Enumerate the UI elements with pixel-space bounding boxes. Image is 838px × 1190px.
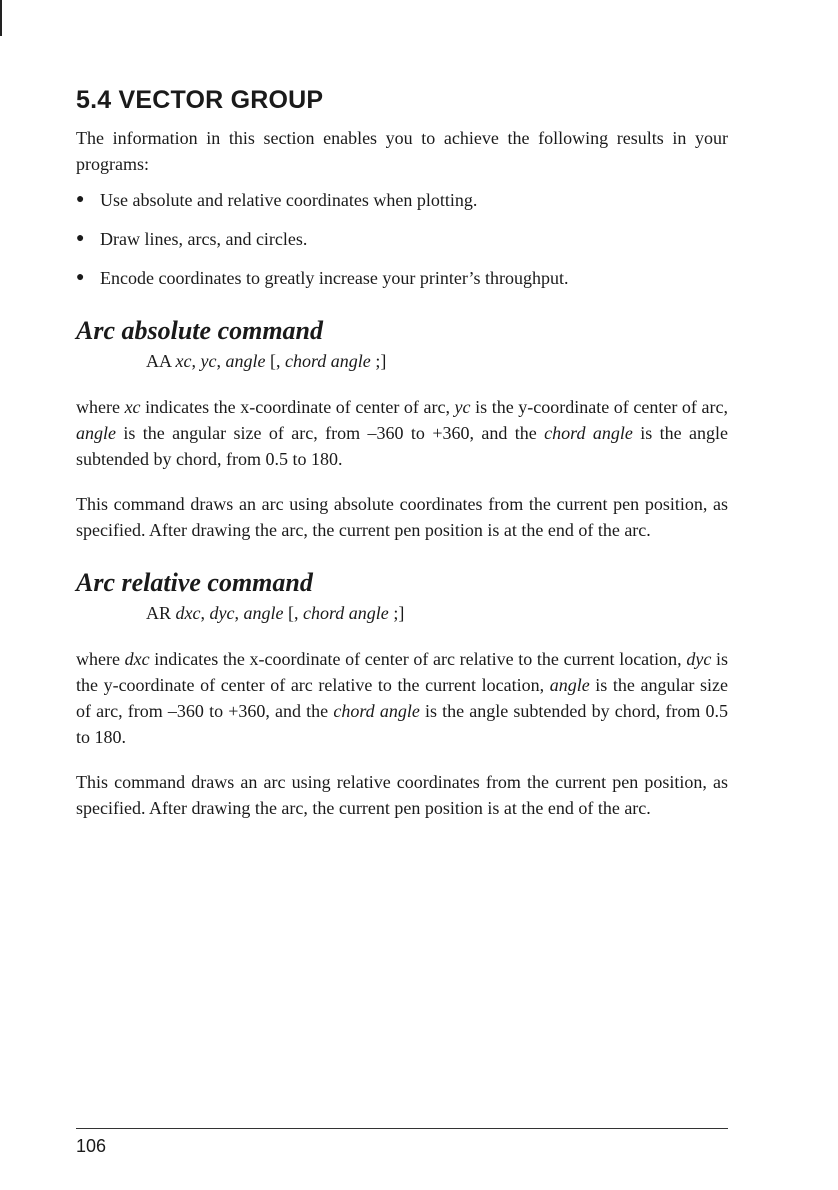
footer-divider (76, 1128, 728, 1129)
document-page (76, 86, 728, 840)
arc-relative-heading: Arc relative command (76, 568, 313, 597)
results-list (76, 187, 728, 291)
page-number: 106 (76, 1136, 107, 1156)
bullet-icon: ● (76, 192, 85, 207)
arc-relative-behavior: This command draws an arc using relative coordinates from the current pen position, as specified. After drawing the arc, the current pen position is at the end of the arc. (76, 772, 728, 818)
arc-relative-syntax: AR dxc, dyc, angle [, chord angle ;] (146, 603, 405, 623)
list-item: ● Encode coordinates to greatly increase your printer’s throughput. (76, 265, 728, 291)
arc-absolute-description: where xc indicates the x-coordinate of center of arc, yc is the y-coordinate of center of arc, angle is the angular size of arc, from –360 to +360, and the chord angle is the angle subtended by chord, from 0.5 to 180. (76, 397, 728, 469)
arc-relative-description: where dxc indicates the x-coordinate of center of arc relative to the current location, dyc is the y-coordinate of center of arc relative to the current location, angle is the angular size of arc, from –360 to +360, and the chord angle is the angle subtended by chord, from 0.5 to 180. (76, 649, 729, 747)
arc-absolute-heading: Arc absolute command (76, 316, 324, 345)
arc-absolute-behavior: This command draws an arc using absolute coordinates from the current pen position, as specified. After drawing the arc, the current pen position is at the end of the arc. (76, 494, 728, 540)
bullet-icon: ● (76, 231, 85, 246)
section-intro: The information in this section enables you to achieve the following results in your programs: (76, 128, 728, 174)
list-item: ● Use absolute and relative coordinates when plotting. (76, 187, 728, 213)
bullet-icon: ● (76, 270, 85, 285)
arc-absolute-syntax: AA xc, yc, angle [, chord angle ;] (146, 351, 387, 371)
list-item: ● Draw lines, arcs, and circles. (76, 226, 728, 252)
scan-edge-mark (0, 0, 2, 36)
section-title: 5.4 VECTOR GROUP (76, 86, 324, 114)
